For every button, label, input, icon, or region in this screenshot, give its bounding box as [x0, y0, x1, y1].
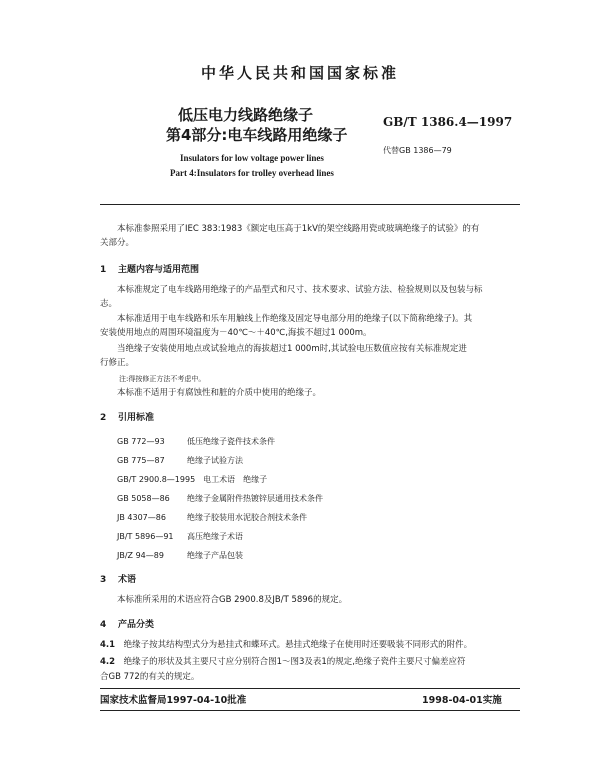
s3-paragraph: 本标准所采用的术语应符合GB 2900.8及JB/T 5896的规定。 — [117, 595, 348, 605]
clause-text: 绝缘子的形状及其主要尺寸应分别符合图1～图3及表1的规定,绝缘子瓷件主要尺寸偏差应符 — [123, 657, 466, 667]
section-number: 4 — [100, 620, 107, 630]
reference-code: GB 775—87 — [117, 456, 165, 465]
reference-item — [117, 550, 243, 561]
clause-4-1 — [100, 638, 504, 652]
reference-title: 绝缘子金属附件热镀锌层通用技术条件 — [187, 494, 323, 503]
reference-item — [117, 531, 243, 542]
clause-4-2 — [100, 655, 504, 669]
footer-divider — [100, 688, 520, 689]
header-divider — [100, 204, 520, 205]
reference-title: 绝缘子胶装用水泥胶合剂技术条件 — [187, 513, 307, 522]
s1-paragraph-line: 行修正。 — [100, 358, 135, 368]
national-standard-heading: 中华人民共和国国家标准 — [200, 64, 399, 82]
implementation-date: 1998-04-01实施 — [422, 695, 502, 706]
s1-paragraph-line: 本标准规定了电车线路用绝缘子的产品型式和尺寸、技术要求、试验方法、检验规则以及包装与标 — [117, 285, 483, 295]
intro-line-2: 关部分。 — [100, 238, 135, 248]
s1-paragraph-line: 当绝缘子安装使用地点或试验地点的海拔超过1 000m时,其试验电压数值应按有关标准规定进 — [117, 344, 467, 354]
section-title: 术语 — [118, 575, 137, 585]
reference-code: GB/T 2900.8—1995 — [117, 475, 196, 484]
document-title: 低压电力线路绝缘子 — [178, 106, 314, 124]
reference-code: GB 5058—86 — [117, 494, 170, 503]
section-3-heading — [100, 572, 136, 585]
section-number: 3 — [100, 575, 107, 585]
english-subtitle: Part 4:Insulators for trolley overhead lines — [170, 168, 334, 178]
clause-number: 4.1 — [100, 640, 116, 650]
section-2-heading — [100, 410, 154, 423]
document-subtitle: 第4部分:电车线路用绝缘子 — [166, 126, 348, 144]
reference-title: 高压绝缘子术语 — [187, 532, 243, 541]
reference-item — [117, 436, 275, 447]
clause-4-2-continued: 合GB 772的有关的规定。 — [100, 672, 200, 682]
reference-code: JB 4307—86 — [117, 513, 166, 522]
reference-code: JB/T 5896—91 — [117, 532, 174, 541]
section-title: 主题内容与适用范围 — [118, 265, 200, 275]
approval-note: 国家技术监督局1997-04-10批准 — [100, 695, 247, 706]
reference-title: 绝缘子试验方法 — [187, 456, 243, 465]
section-number: 2 — [100, 413, 107, 423]
section-4-heading — [100, 617, 154, 630]
reference-title: 电工术语 绝缘子 — [203, 475, 268, 484]
section-number: 1 — [100, 265, 107, 275]
reference-item — [117, 512, 307, 523]
reference-item — [117, 455, 243, 466]
section-title: 引用标准 — [118, 413, 155, 423]
s1-paragraph-line: 本标准适用于电车线路和乐车用触线上作绝缘及固定导电部分用的绝缘子(以下简称绝缘子)。其 — [117, 314, 473, 324]
reference-code: GB 772—93 — [117, 437, 165, 446]
s1-paragraph-line: 本标准不适用于有腐蚀性和脏的介质中使用的绝缘子。 — [117, 388, 322, 398]
section-title: 产品分类 — [118, 620, 155, 630]
reference-title: 低压绝缘子瓷件技术条件 — [187, 437, 275, 446]
reference-item — [117, 474, 267, 485]
reference-item — [117, 493, 323, 504]
intro-line-1: 本标准参照采用了IEC 383:1983《额定电压高于1kV的架空线路用瓷或玻璃绝缘子的试验》的有 — [117, 224, 480, 234]
s1-note: 注:得按修正方法不考虑中。 — [119, 375, 206, 383]
clause-number: 4.2 — [100, 657, 116, 667]
clause-text: 绝缘子按其结构型式分为悬挂式和蝶环式。悬挂式绝缘子在使用时还要吸装不同形式的附件。 — [123, 640, 473, 650]
footer-bottom-rule — [100, 710, 520, 711]
replaces-standard: 代替GB 1386—79 — [383, 146, 452, 155]
reference-code: JB/Z 94—89 — [117, 551, 164, 560]
s1-paragraph-line: 志。 — [100, 299, 118, 309]
section-1-heading — [100, 262, 199, 275]
reference-title: 绝缘子产品包装 — [187, 551, 243, 560]
english-title: Insulators for low voltage power lines — [180, 153, 324, 163]
standard-number: GB/T 1386.4—1997 — [383, 115, 513, 129]
s1-paragraph-line: 安装使用地点的周围环境温度为－40℃～＋40℃,海拔不超过1 000m。 — [100, 328, 372, 338]
